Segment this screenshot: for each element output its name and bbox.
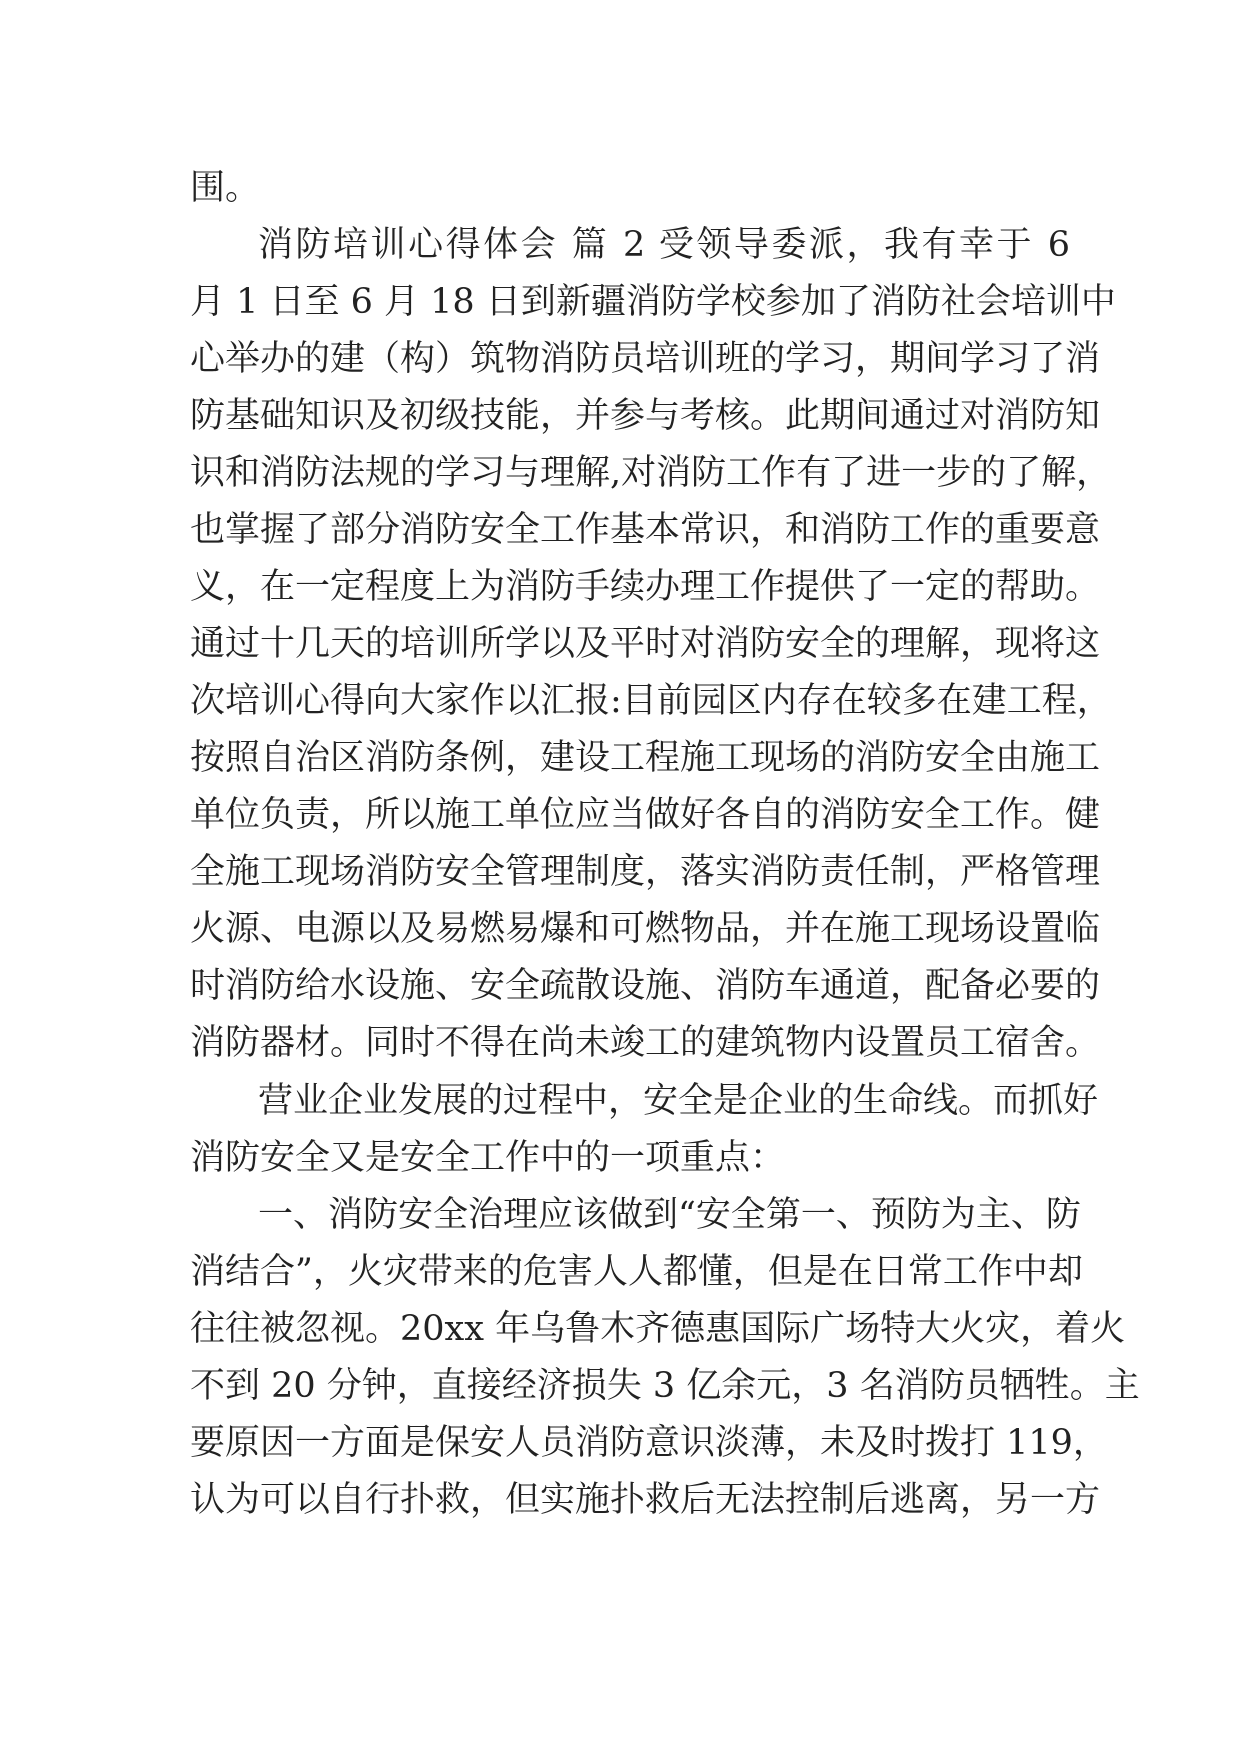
text-line: 营业企业发展的过程中，安全是企业的生命线。而抓好 xyxy=(258,1081,1099,1121)
text-line: 消结合”，火灾带来的危害人人都懂，但是在日常工作中却 xyxy=(190,1252,1083,1292)
text-line: 围。 xyxy=(190,168,261,208)
text-line: 次培训心得向大家作以汇报:目前园区内存在较多在建工程， xyxy=(190,681,1112,721)
text-line: 也掌握了部分消防安全工作基本常识，和消防工作的重要意 xyxy=(190,510,1101,550)
text-line: 通过十几天的培训所学以及平时对消防安全的理解，现将这 xyxy=(190,624,1101,664)
text-line: 认为可以自行扑救，但实施扑救后无法控制后逃离，另一方 xyxy=(190,1480,1101,1520)
text-line: 心举办的建（构）筑物消防员培训班的学习，期间学习了消 xyxy=(190,339,1101,379)
text-line: 义，在一定程度上为消防手续办理工作提供了一定的帮助。 xyxy=(190,567,1101,607)
text-line: 消防器材。同时不得在尚未竣工的建筑物内设置员工宿舍。 xyxy=(190,1023,1101,1063)
text-line: 不到 20 分钟，直接经济损失 3 亿余元，3 名消防员牺牲。主 xyxy=(190,1366,1140,1406)
text-line: 全施工现场消防安全管理制度，落实消防责任制，严格管理 xyxy=(190,852,1101,892)
text-line: 消防安全又是安全工作中的一项重点： xyxy=(190,1138,786,1178)
text-line: 火源、电源以及易燃易爆和可燃物品，并在施工现场设置临 xyxy=(190,909,1101,949)
text-line: 一、消防安全治理应该做到“安全第一、预防为主、防 xyxy=(258,1195,1081,1235)
text-line: 要原因一方面是保安人员消防意识淡薄，未及时拨打 119， xyxy=(190,1423,1108,1463)
text-line: 时消防给水设施、安全疏散设施、消防车通道，配备必要的 xyxy=(190,966,1101,1006)
text-line: 单位负责，所以施工单位应当做好各自的消防安全工作。健 xyxy=(190,795,1101,835)
text-line: 消防培训心得体会 篇 2 受领导委派，我有幸于 6 xyxy=(258,225,1070,265)
text-line: 防基础知识及初级技能，并参与考核。此期间通过对消防知 xyxy=(190,396,1101,436)
text-line: 月 1 日至 6 月 18 日到新疆消防学校参加了消防社会培训中 xyxy=(190,282,1116,322)
text-line: 识和消防法规的学习与理解,对消防工作有了进一步的了解， xyxy=(190,453,1112,493)
text-line: 往往被忽视。20xx 年乌鲁木齐德惠国际广场特大火灾，着火 xyxy=(190,1309,1126,1349)
text-line: 按照自治区消防条例，建设工程施工现场的消防安全由施工 xyxy=(190,738,1101,778)
